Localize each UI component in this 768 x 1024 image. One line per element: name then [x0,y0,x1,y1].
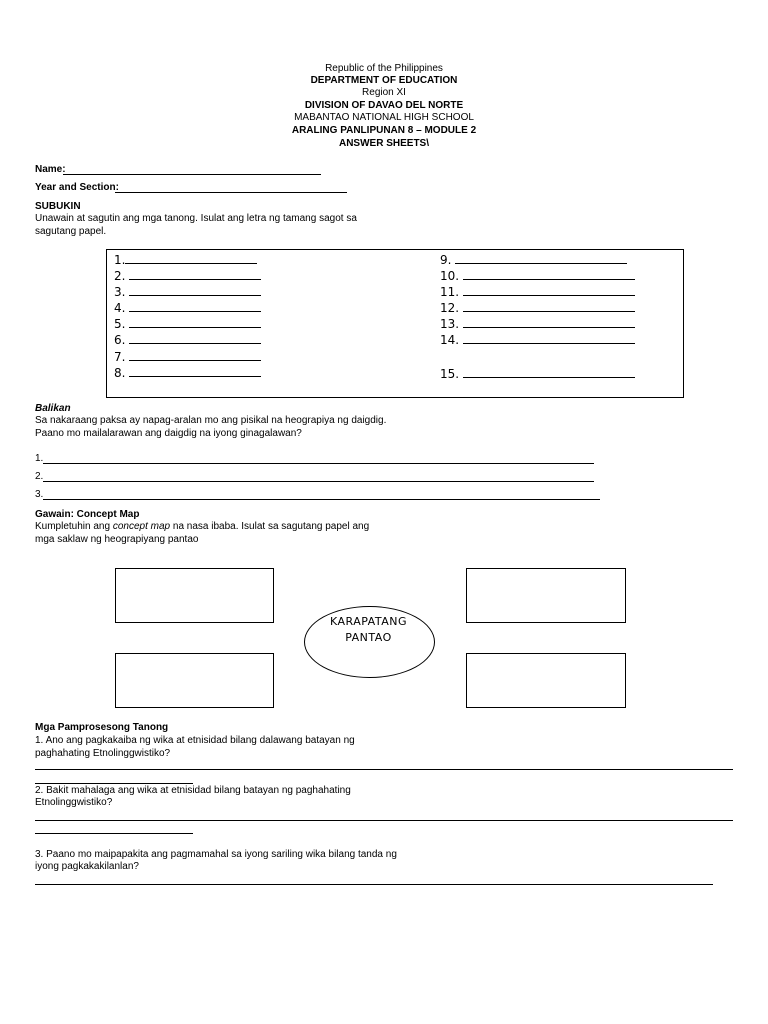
gawain-line-1: Kumpletuhin ang concept map na nasa ibaba. Isulat sa sagutang papel ang [35,521,370,532]
questions-heading: Mga Pamprosesong Tanong [35,722,169,733]
answer-line-8[interactable]: 8. [114,366,261,380]
question-2-line-1: 2. Bakit mahalaga ang wika at etnisidad bilang batayan ng paghahating [35,785,351,796]
question-3-line-1: 3. Paano mo maipapakita ang pagmamahal sa iyong sariling wika bilang tanda ng [35,849,397,860]
balikan-heading: Balikan [35,403,71,414]
question-3-line-2: iyong pagkakakilanlan? [35,861,139,872]
balikan-answer-line-1[interactable] [43,463,594,464]
concept-box-top-right[interactable] [466,568,626,623]
balikan-number-2: 2. [35,471,44,482]
question-2-line-2: Etnolinggwistiko? [35,797,113,808]
question-3-answer-line-1[interactable] [35,884,713,885]
balikan-number-1: 1. [35,453,44,464]
question-2-answer-line-1[interactable] [35,820,733,821]
section-field[interactable] [115,192,347,193]
name-label: Name: [35,164,66,175]
question-1-line-1: 1. Ano ang pagkakaiba ng wika at etnisidad bilang dalawang batayan ng [35,735,355,746]
subukin-instruction-2: sagutang papel. [35,226,107,237]
header-division: DIVISION OF DAVAO DEL NORTE [304,100,464,111]
subukin-heading: SUBUKIN [35,201,81,212]
gawain-line-2: mga saklaw ng heograpiyang pantao [35,534,199,545]
answer-line-1[interactable]: 1. [114,253,257,267]
concept-center-label: KARAPATANG PANTAO [329,615,407,644]
answer-line-7[interactable]: 7. [114,350,261,364]
question-1-answer-line-1[interactable] [35,769,733,770]
balikan-number-3: 3. [35,489,44,500]
header-region: Region XI [362,87,406,98]
concept-box-bottom-right[interactable] [466,653,626,708]
concept-box-top-left[interactable] [115,568,274,623]
answer-line-6[interactable]: 6. [114,333,261,347]
question-1-answer-line-2[interactable] [35,783,193,784]
subukin-instruction-1: Unawain at sagutin ang mga tanong. Isulat ang letra ng tamang sagot sa [35,213,357,224]
answer-line-10[interactable]: 10. [440,269,635,283]
header-department: DEPARTMENT OF EDUCATION [310,75,458,86]
answer-line-15[interactable]: 15. [440,367,635,381]
answer-line-5[interactable]: 5. [114,317,261,331]
answer-line-9[interactable]: 9. [440,253,627,267]
question-1-line-2: paghahating Etnolinggwistiko? [35,748,171,759]
answer-line-3[interactable]: 3. [114,285,261,299]
balikan-line-1: Sa nakaraang paksa ay napag-aralan mo ang pisikal na heograpiya ng daigdig. [35,415,387,426]
header-republic: Republic of the Philippines [325,63,443,74]
answer-line-13[interactable]: 13. [440,317,635,331]
balikan-answer-line-2[interactable] [43,481,594,482]
answer-line-11[interactable]: 11. [440,285,635,299]
balikan-answer-line-3[interactable] [43,499,600,500]
section-label: Year and Section: [35,182,119,193]
header-school: MABANTAO NATIONAL HIGH SCHOOL [294,112,474,123]
header-subject: ARALING PANLIPUNAN 8 – MODULE 2 [291,125,477,136]
balikan-line-2: Paano mo mailalarawan ang daigdig na iyong ginagalawan? [35,428,302,439]
header-sheet-title: ANSWER SHEETS\ [338,138,429,149]
answer-line-14[interactable]: 14. [440,333,635,347]
question-2-answer-line-2[interactable] [35,833,193,834]
answer-line-12[interactable]: 12. [440,301,635,315]
name-field[interactable] [63,174,321,175]
answer-line-2[interactable]: 2. [114,269,261,283]
concept-box-bottom-left[interactable] [115,653,274,708]
gawain-heading: Gawain: Concept Map [35,509,140,520]
answer-line-4[interactable]: 4. [114,301,261,315]
